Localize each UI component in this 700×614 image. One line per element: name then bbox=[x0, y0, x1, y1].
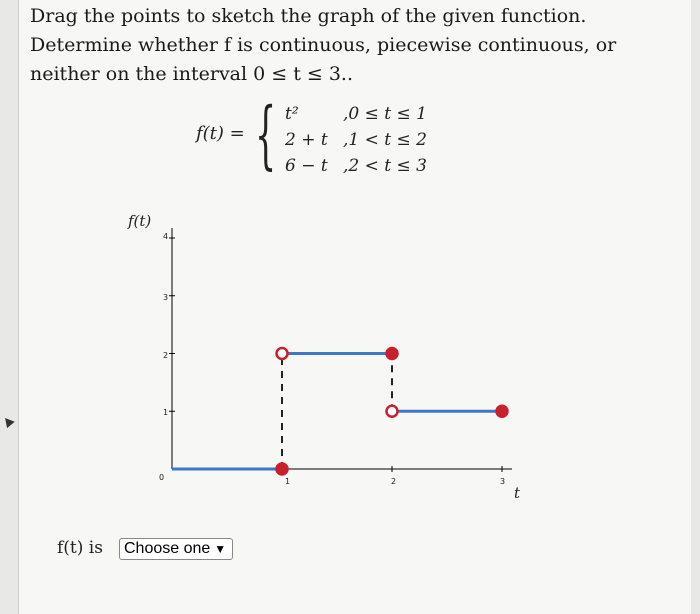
case-cond-2: ,1 < t ≤ 2 bbox=[343, 130, 427, 150]
left-brace: { bbox=[255, 92, 277, 178]
case-cond-3: ,2 < t ≤ 3 bbox=[343, 156, 427, 176]
case-expr-2: 2 + t bbox=[285, 130, 328, 150]
continuity-dropdown[interactable] bbox=[119, 538, 233, 560]
chevron-down-icon: ▼ bbox=[214, 542, 227, 556]
cursor-icon bbox=[1, 415, 14, 428]
question-card bbox=[18, 0, 691, 614]
x-tick-2: 2 bbox=[391, 477, 397, 486]
x-tick-3: 3 bbox=[500, 477, 506, 486]
answer-prefix: f(t) is bbox=[57, 538, 103, 558]
dropdown-value: Choose one bbox=[124, 540, 211, 557]
x-tick-1: 1 bbox=[285, 477, 291, 486]
case-expr-3: 6 − t bbox=[285, 156, 328, 176]
y-tick-4: 4 bbox=[163, 232, 169, 241]
case-cond-1: ,0 ≤ t ≤ 1 bbox=[343, 104, 427, 124]
y-tick-3: 3 bbox=[163, 293, 169, 302]
y-tick-2: 2 bbox=[163, 351, 169, 360]
case-expr-1: t² bbox=[285, 104, 299, 124]
y-tick-1: 1 bbox=[163, 408, 169, 417]
question-text: Drag the points to sketch the graph of the given function. Determine whether f is continuous, piecewise continuous, or neither on the interval 0 ≤ t ≤ 3.. bbox=[30, 5, 617, 85]
y-tick-0: 0 bbox=[159, 473, 165, 482]
function-label: f(t) = bbox=[196, 123, 245, 144]
x-axis-label: t bbox=[514, 484, 521, 502]
y-axis-label: f(t) bbox=[128, 212, 152, 230]
